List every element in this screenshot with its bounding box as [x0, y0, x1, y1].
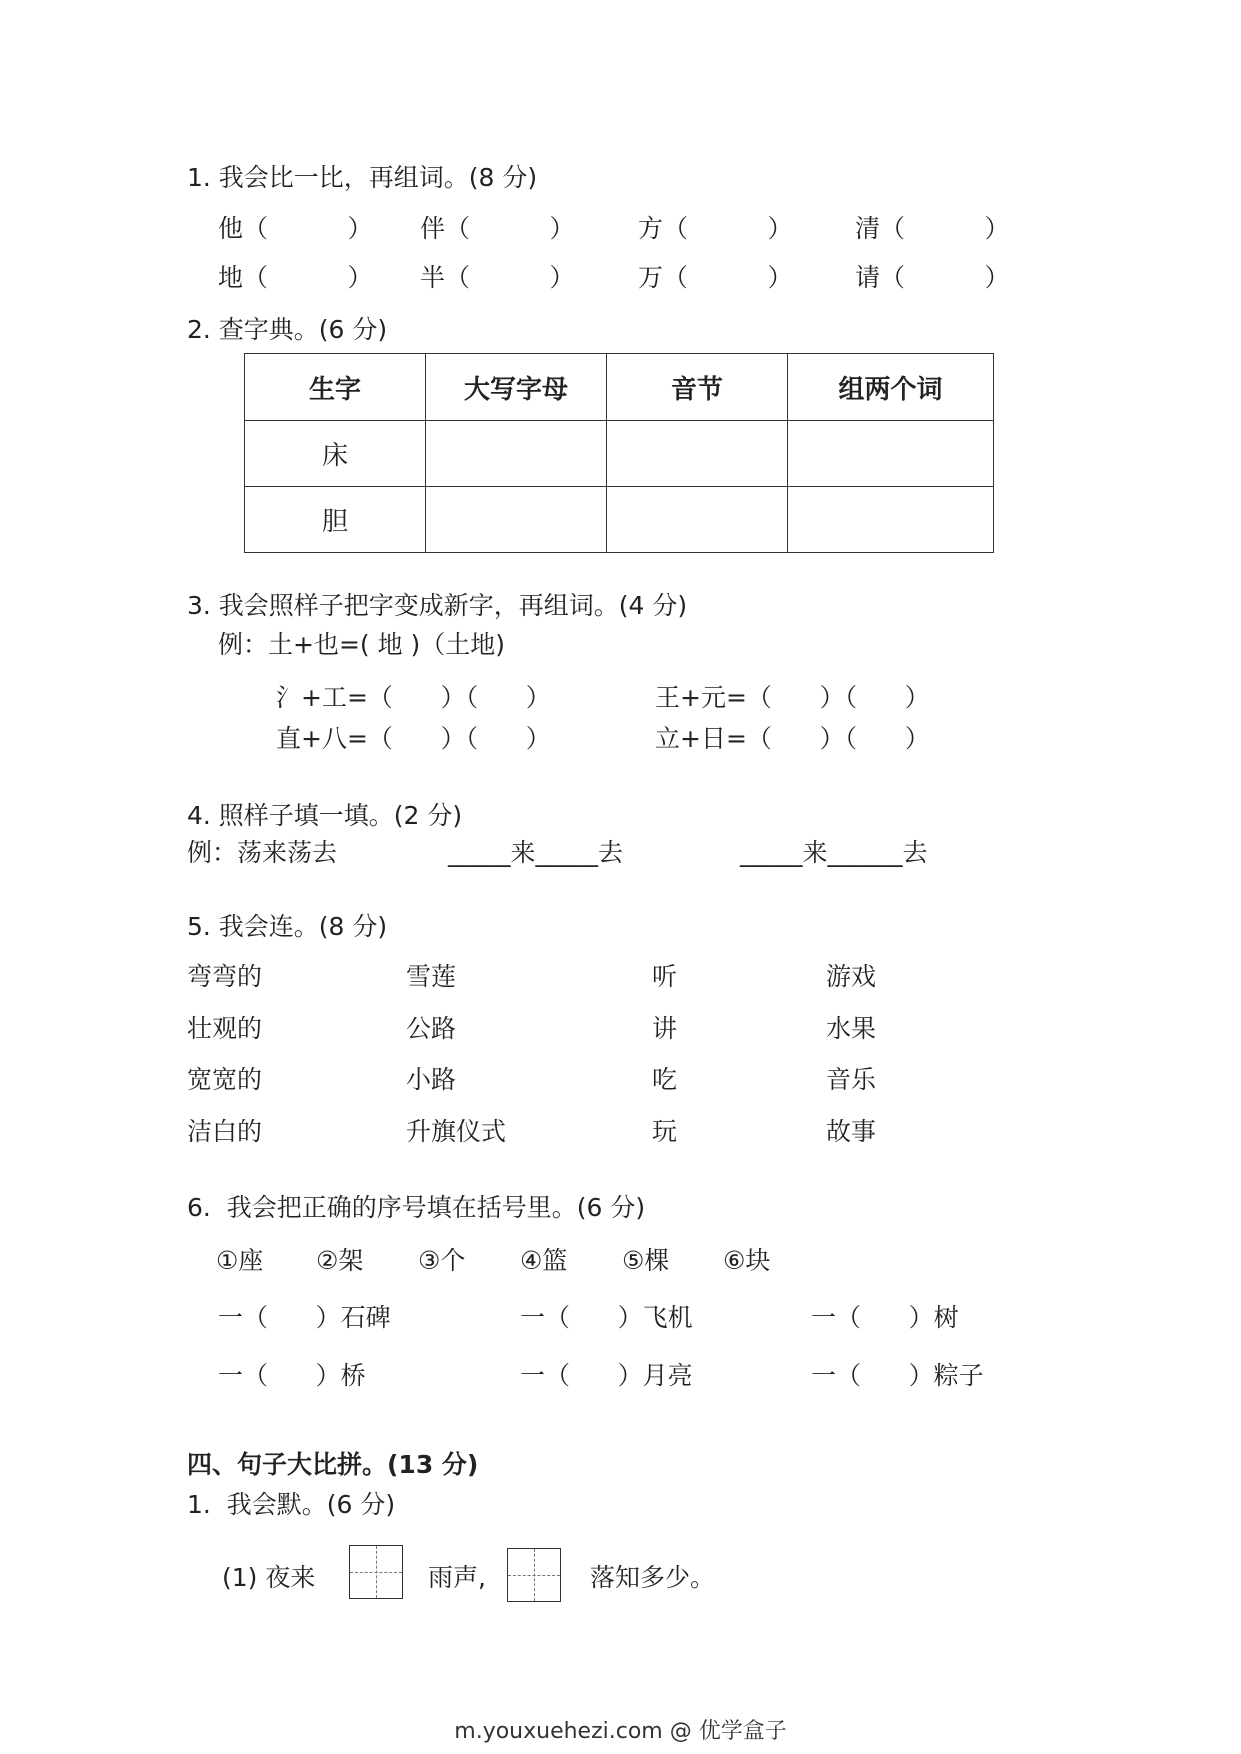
q5-word: 公路 — [406, 1014, 457, 1043]
table-header: 大写字母 — [426, 354, 607, 421]
q4-title: 4. 照样子填一填。(2 分) — [187, 801, 463, 830]
q1-title: 1. 我会比一比，再组词。(8 分) — [187, 163, 538, 192]
q6-option: ①座 — [216, 1246, 264, 1275]
q4-example: 例：荡来荡去 — [187, 838, 338, 867]
q3-title: 3. 我会照样子把字变成新字，再组词。(4 分) — [187, 591, 688, 620]
q1-item: 伴（ ） — [420, 214, 575, 243]
q5-word: 玩 — [652, 1117, 678, 1146]
q1-item: 他（ ） — [218, 214, 373, 243]
q1-item: 半（ ） — [420, 263, 575, 292]
q5-word: 洁白的 — [187, 1117, 263, 1146]
q5-word: 雪莲 — [406, 962, 457, 991]
q2-title: 2. 查字典。(6 分) — [187, 315, 388, 344]
q6-title: 6. 我会把正确的序号填在括号里。(6 分) — [187, 1193, 646, 1222]
table-row — [245, 421, 994, 487]
q5-word: 壮观的 — [187, 1014, 263, 1043]
q5-word: 听 — [652, 962, 678, 991]
q3-item: 直+八=（ ）（ ） — [276, 724, 551, 753]
q5-word: 吃 — [652, 1065, 678, 1094]
tianzige-box[interactable] — [507, 1548, 561, 1602]
footer-watermark: m.youxuehezi.com @ 优学盒子 — [454, 1719, 787, 1744]
q5-title: 5. 我会连。(8 分) — [187, 912, 388, 941]
q6-item: 一（ ）粽子 — [811, 1361, 984, 1390]
tianzige-box[interactable] — [349, 1545, 403, 1599]
table-cell: 胆 — [245, 487, 426, 553]
q4-blank[interactable]: _____来______去 — [740, 838, 928, 867]
q5-word: 小路 — [406, 1065, 457, 1094]
table-cell[interactable] — [607, 421, 788, 487]
q1-item: 万（ ） — [638, 263, 793, 292]
q6-option: ⑤棵 — [622, 1246, 670, 1275]
q1-item: 请（ ） — [855, 263, 1010, 292]
table-row — [245, 487, 994, 553]
poem-line-start: (1) 夜来 — [222, 1563, 316, 1592]
q4-blank[interactable]: _____来_____去 — [448, 838, 624, 867]
q1-item: 方（ ） — [638, 214, 793, 243]
table-header: 音节 — [607, 354, 788, 421]
table-cell: 床 — [245, 421, 426, 487]
q5-word: 升旗仪式 — [406, 1117, 507, 1146]
q6-item: 一（ ）月亮 — [520, 1361, 693, 1390]
q6-item: 一（ ）石碑 — [218, 1303, 391, 1332]
q5-word: 讲 — [652, 1014, 678, 1043]
table-cell[interactable] — [788, 421, 994, 487]
q5-word: 弯弯的 — [187, 962, 263, 991]
table-cell[interactable] — [788, 487, 994, 553]
q6-item: 一（ ）树 — [811, 1303, 959, 1332]
table-cell[interactable] — [426, 421, 607, 487]
q3-example: 例：土+也=( 地 )（土地) — [218, 630, 506, 659]
q6-option: ⑥块 — [723, 1246, 771, 1275]
q6-item: 一（ ）桥 — [218, 1361, 366, 1390]
q1-item: 地（ ） — [218, 263, 373, 292]
dictionary-table — [244, 353, 994, 553]
table-header: 组两个词 — [788, 354, 994, 421]
q5-word: 音乐 — [826, 1065, 877, 1094]
section-title: 四、句子大比拼。(13 分) — [187, 1450, 479, 1479]
q1-item: 清（ ） — [855, 214, 1010, 243]
poem-line-mid: 雨声, — [428, 1563, 486, 1592]
q6-item: 一（ ）飞机 — [520, 1303, 693, 1332]
section4-q1-title: 1. 我会默。(6 分) — [187, 1490, 396, 1519]
q6-option: ④篮 — [520, 1246, 568, 1275]
q5-word: 游戏 — [826, 962, 877, 991]
table-cell[interactable] — [607, 487, 788, 553]
q6-option: ③个 — [418, 1246, 466, 1275]
q5-word: 故事 — [826, 1117, 877, 1146]
table-header: 生字 — [245, 354, 426, 421]
q3-item: 氵+工=（ ）（ ） — [276, 683, 551, 712]
poem-line-end: 落知多少。 — [590, 1563, 716, 1592]
q6-option: ②架 — [316, 1246, 364, 1275]
table-cell[interactable] — [426, 487, 607, 553]
q5-word: 水果 — [826, 1014, 877, 1043]
q3-item: 立+日=（ ）（ ） — [655, 724, 930, 753]
q5-word: 宽宽的 — [187, 1065, 263, 1094]
q3-item: 王+元=（ ）（ ） — [655, 683, 930, 712]
